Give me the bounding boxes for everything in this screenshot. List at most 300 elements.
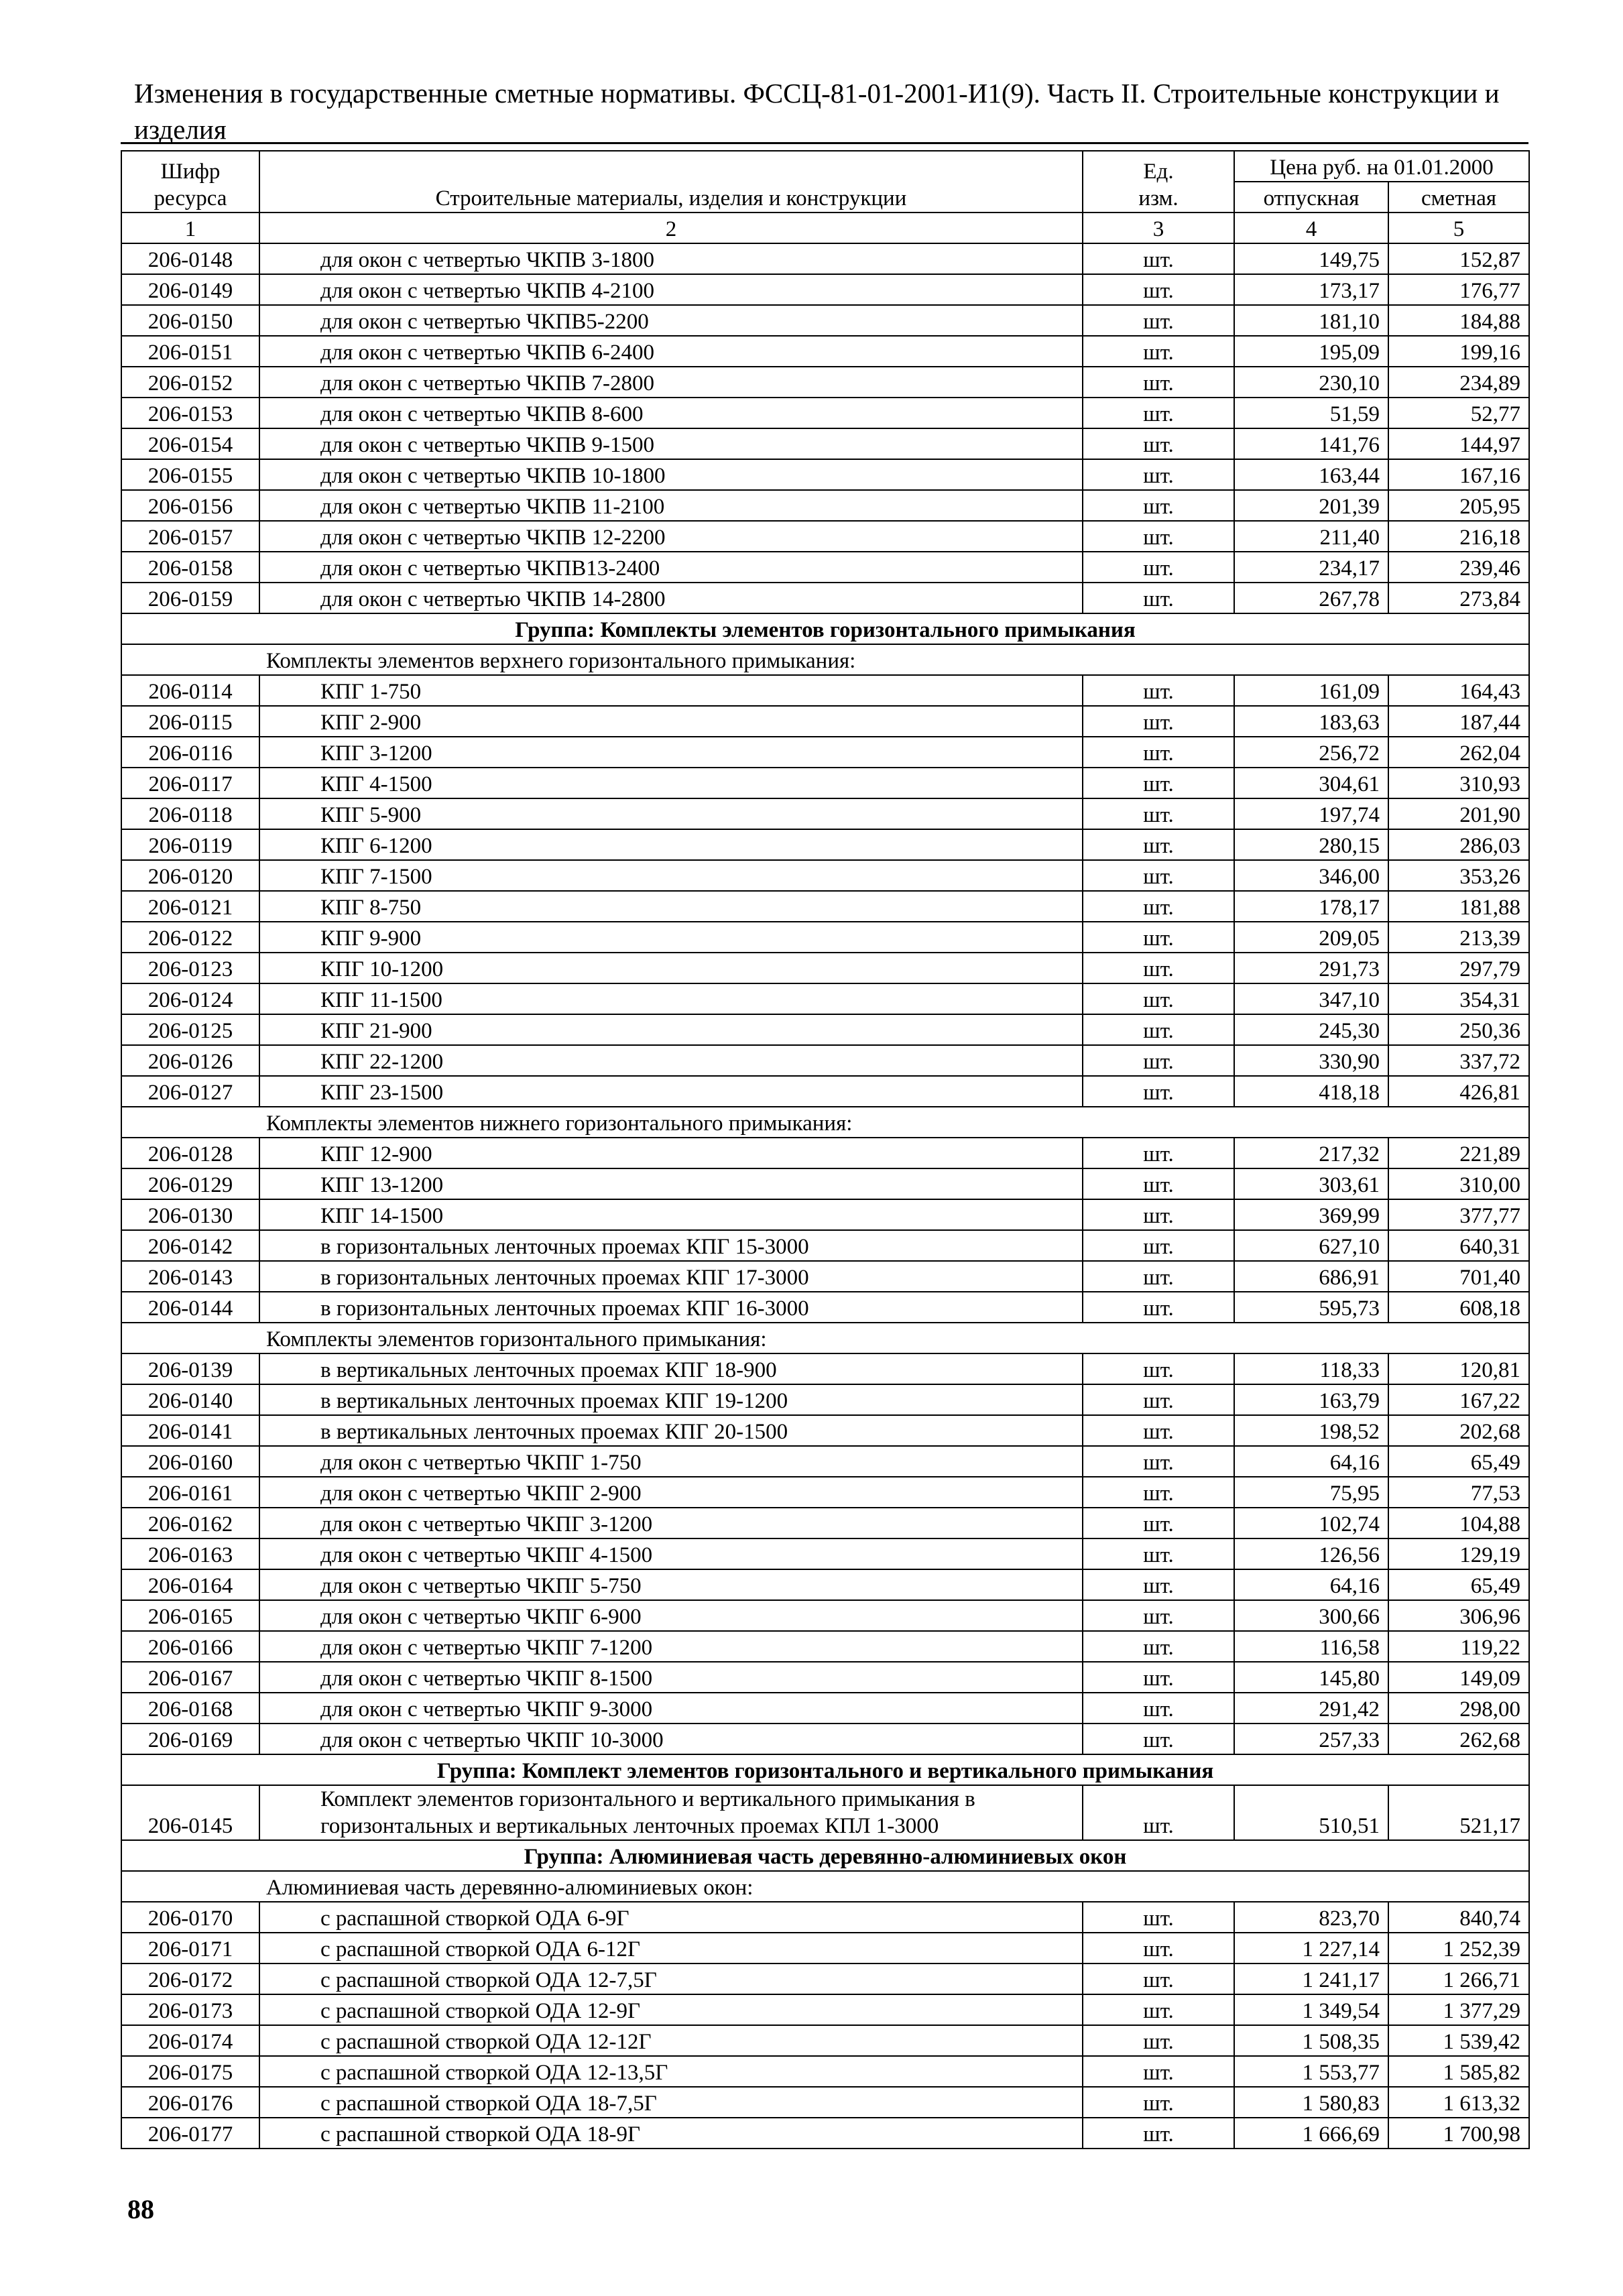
material-name: КПГ 14-1500 bbox=[259, 1199, 1083, 1230]
release-price: 1 227,14 bbox=[1234, 1933, 1388, 1963]
material-name: с распашной створкой ОДА 12-7,5Г bbox=[259, 1963, 1083, 1994]
material-name: с распашной створкой ОДА 12-13,5Г bbox=[259, 2056, 1083, 2087]
release-price: 347,10 bbox=[1234, 983, 1388, 1014]
resource-code: 206-0139 bbox=[121, 1353, 259, 1384]
table-row bbox=[121, 1168, 1529, 1199]
unit: шт. bbox=[1083, 1538, 1234, 1569]
release-price: 116,58 bbox=[1234, 1631, 1388, 1662]
release-price: 183,63 bbox=[1234, 706, 1388, 737]
resource-code: 206-0116 bbox=[121, 737, 259, 768]
estimate-price: 640,31 bbox=[1388, 1230, 1529, 1261]
resource-code: 206-0141 bbox=[121, 1415, 259, 1446]
resource-code: 206-0126 bbox=[121, 1045, 259, 1076]
resource-code: 206-0143 bbox=[121, 1261, 259, 1292]
unit: шт. bbox=[1083, 953, 1234, 983]
group-heading bbox=[121, 613, 1529, 644]
resource-code: 206-0161 bbox=[121, 1477, 259, 1508]
estimate-price: 1 613,32 bbox=[1388, 2087, 1529, 2118]
table-row bbox=[121, 829, 1529, 860]
material-name: для окон с четвертью ЧКПВ13-2400 bbox=[259, 552, 1083, 583]
estimate-price: 297,79 bbox=[1388, 953, 1529, 983]
release-price: 195,09 bbox=[1234, 336, 1388, 367]
material-name: для окон с четвертью ЧКПГ 4-1500 bbox=[259, 1538, 1083, 1569]
resource-code: 206-0175 bbox=[121, 2056, 259, 2087]
unit: шт. bbox=[1083, 1446, 1234, 1477]
table-row bbox=[121, 1600, 1529, 1631]
table-row bbox=[121, 2087, 1529, 2118]
table-row bbox=[121, 1508, 1529, 1538]
unit: шт. bbox=[1083, 1508, 1234, 1538]
material-name: для окон с четвертью ЧКПГ 1-750 bbox=[259, 1446, 1083, 1477]
release-price: 1 349,54 bbox=[1234, 1994, 1388, 2025]
estimate-price: 181,88 bbox=[1388, 891, 1529, 922]
estimate-price: 250,36 bbox=[1388, 1014, 1529, 1045]
resource-code: 206-0118 bbox=[121, 798, 259, 829]
resource-code: 206-0166 bbox=[121, 1631, 259, 1662]
release-price: 245,30 bbox=[1234, 1014, 1388, 1045]
unit: шт. bbox=[1083, 1569, 1234, 1600]
subgroup-heading bbox=[121, 644, 1529, 675]
table-row bbox=[121, 1933, 1529, 1963]
header-unit: Ед. изм. bbox=[1083, 151, 1234, 213]
material-name: КПГ 7-1500 bbox=[259, 860, 1083, 891]
resource-code: 206-0156 bbox=[121, 490, 259, 521]
resource-code: 206-0168 bbox=[121, 1693, 259, 1724]
subgroup-heading bbox=[121, 1871, 1529, 1902]
resource-code: 206-0149 bbox=[121, 274, 259, 305]
release-price: 64,16 bbox=[1234, 1446, 1388, 1477]
material-name: для окон с четвертью ЧКПВ 6-2400 bbox=[259, 336, 1083, 367]
release-price: 75,95 bbox=[1234, 1477, 1388, 1508]
table-row bbox=[121, 1076, 1529, 1107]
release-price: 300,66 bbox=[1234, 1600, 1388, 1631]
table-row bbox=[121, 675, 1529, 706]
table-row bbox=[121, 1477, 1529, 1508]
table-row bbox=[121, 2118, 1529, 2149]
resource-code: 206-0125 bbox=[121, 1014, 259, 1045]
unit: шт. bbox=[1083, 1477, 1234, 1508]
resource-code: 206-0123 bbox=[121, 953, 259, 983]
material-name: в горизонтальных ленточных проемах КПГ 15-3000 bbox=[259, 1230, 1083, 1261]
header-code: Шифр ресурса bbox=[121, 151, 259, 213]
resource-code: 206-0165 bbox=[121, 1600, 259, 1631]
table-row bbox=[121, 305, 1529, 336]
unit: шт. bbox=[1083, 1785, 1234, 1840]
col-number: 3 bbox=[1083, 213, 1234, 243]
material-name: для окон с четвертью ЧКПВ 3-1800 bbox=[259, 243, 1083, 274]
unit: шт. bbox=[1083, 798, 1234, 829]
unit: шт. bbox=[1083, 706, 1234, 737]
unit: шт. bbox=[1083, 1076, 1234, 1107]
release-price: 330,90 bbox=[1234, 1045, 1388, 1076]
estimate-price: 119,22 bbox=[1388, 1631, 1529, 1662]
estimate-price: 840,74 bbox=[1388, 1902, 1529, 1933]
release-price: 141,76 bbox=[1234, 428, 1388, 459]
unit: шт. bbox=[1083, 1631, 1234, 1662]
resource-code: 206-0128 bbox=[121, 1138, 259, 1168]
table-row bbox=[121, 1631, 1529, 1662]
estimate-price: 149,09 bbox=[1388, 1662, 1529, 1693]
resource-code: 206-0169 bbox=[121, 1724, 259, 1754]
subgroup-heading-text: Комплекты элементов горизонтального примыкания: bbox=[121, 1323, 1529, 1353]
material-name: КПГ 13-1200 bbox=[259, 1168, 1083, 1199]
resource-code: 206-0121 bbox=[121, 891, 259, 922]
release-price: 173,17 bbox=[1234, 274, 1388, 305]
table-row bbox=[121, 891, 1529, 922]
resource-code: 206-0151 bbox=[121, 336, 259, 367]
unit: шт. bbox=[1083, 1292, 1234, 1323]
material-name: КПГ 4-1500 bbox=[259, 768, 1083, 798]
material-name: КПГ 11-1500 bbox=[259, 983, 1083, 1014]
table-row bbox=[121, 860, 1529, 891]
resource-code: 206-0114 bbox=[121, 675, 259, 706]
material-name: КПГ 21-900 bbox=[259, 1014, 1083, 1045]
resource-code: 206-0167 bbox=[121, 1662, 259, 1693]
resource-code: 206-0115 bbox=[121, 706, 259, 737]
resource-code: 206-0172 bbox=[121, 1963, 259, 1994]
resource-code: 206-0154 bbox=[121, 428, 259, 459]
release-price: 418,18 bbox=[1234, 1076, 1388, 1107]
unit: шт. bbox=[1083, 1199, 1234, 1230]
table-row bbox=[121, 1994, 1529, 2025]
material-name: для окон с четвертью ЧКПВ 10-1800 bbox=[259, 459, 1083, 490]
release-price: 686,91 bbox=[1234, 1261, 1388, 1292]
estimate-price: 144,97 bbox=[1388, 428, 1529, 459]
estimate-price: 1 252,39 bbox=[1388, 1933, 1529, 1963]
release-price: 197,74 bbox=[1234, 798, 1388, 829]
resource-code: 206-0158 bbox=[121, 552, 259, 583]
estimate-price: 1 585,82 bbox=[1388, 2056, 1529, 2087]
unit: шт. bbox=[1083, 2025, 1234, 2056]
material-name: с распашной створкой ОДА 12-12Г bbox=[259, 2025, 1083, 2056]
header-line-1: Изменения в государственные сметные нормативы. ФССЦ-81-01-2001-И1(9). Часть II. Строительные конструкции и bbox=[134, 78, 1500, 109]
release-price: 230,10 bbox=[1234, 367, 1388, 398]
resource-code: 206-0164 bbox=[121, 1569, 259, 1600]
release-price: 201,39 bbox=[1234, 490, 1388, 521]
material-name: в вертикальных ленточных проемах КПГ 18-900 bbox=[259, 1353, 1083, 1384]
release-price: 51,59 bbox=[1234, 398, 1388, 428]
release-price: 627,10 bbox=[1234, 1230, 1388, 1261]
header-estimate: сметная bbox=[1388, 182, 1529, 213]
release-price: 64,16 bbox=[1234, 1569, 1388, 1600]
release-price: 291,73 bbox=[1234, 953, 1388, 983]
estimate-price: 608,18 bbox=[1388, 1292, 1529, 1323]
resource-code: 206-0117 bbox=[121, 768, 259, 798]
estimate-price: 1 266,71 bbox=[1388, 1963, 1529, 1994]
unit: шт. bbox=[1083, 860, 1234, 891]
unit: шт. bbox=[1083, 1168, 1234, 1199]
table-row bbox=[121, 1292, 1529, 1323]
unit: шт. bbox=[1083, 305, 1234, 336]
estimate-price: 120,81 bbox=[1388, 1353, 1529, 1384]
release-price: 291,42 bbox=[1234, 1693, 1388, 1724]
table-row bbox=[121, 336, 1529, 367]
table-row bbox=[121, 768, 1529, 798]
table-row bbox=[121, 1014, 1529, 1045]
material-name: в вертикальных ленточных проемах КПГ 19-1200 bbox=[259, 1384, 1083, 1415]
resource-code: 206-0140 bbox=[121, 1384, 259, 1415]
table-row bbox=[121, 1538, 1529, 1569]
estimate-price: 310,93 bbox=[1388, 768, 1529, 798]
material-name: с распашной створкой ОДА 12-9Г bbox=[259, 1994, 1083, 2025]
release-price: 181,10 bbox=[1234, 305, 1388, 336]
resource-code: 206-0171 bbox=[121, 1933, 259, 1963]
col-number: 2 bbox=[259, 213, 1083, 243]
estimate-price: 213,39 bbox=[1388, 922, 1529, 953]
release-price: 267,78 bbox=[1234, 583, 1388, 613]
estimate-price: 286,03 bbox=[1388, 829, 1529, 860]
release-price: 346,00 bbox=[1234, 860, 1388, 891]
estimate-price: 262,04 bbox=[1388, 737, 1529, 768]
material-name: для окон с четвертью ЧКПВ 11-2100 bbox=[259, 490, 1083, 521]
estimate-price: 306,96 bbox=[1388, 1600, 1529, 1631]
estimate-price: 199,16 bbox=[1388, 336, 1529, 367]
material-name: КПГ 12-900 bbox=[259, 1138, 1083, 1168]
header-divider bbox=[121, 142, 1528, 144]
unit: шт. bbox=[1083, 1415, 1234, 1446]
release-price: 209,05 bbox=[1234, 922, 1388, 953]
resource-code: 206-0122 bbox=[121, 922, 259, 953]
unit: шт. bbox=[1083, 1261, 1234, 1292]
subgroup-heading-text: Алюминиевая часть деревянно-алюминиевых окон: bbox=[121, 1871, 1529, 1902]
unit: шт. bbox=[1083, 274, 1234, 305]
col-number: 1 bbox=[121, 213, 259, 243]
unit: шт. bbox=[1083, 1600, 1234, 1631]
resource-code: 206-0163 bbox=[121, 1538, 259, 1569]
estimate-price: 262,68 bbox=[1388, 1724, 1529, 1754]
column-number-row bbox=[121, 213, 1529, 243]
group-heading-text: Группа: Комплект элементов горизонтального и вертикального примыкания bbox=[121, 1754, 1529, 1785]
unit: шт. bbox=[1083, 2118, 1234, 2149]
material-name: для окон с четвертью ЧКПВ 14-2800 bbox=[259, 583, 1083, 613]
release-price: 163,79 bbox=[1234, 1384, 1388, 1415]
release-price: 1 580,83 bbox=[1234, 2087, 1388, 2118]
table-row bbox=[121, 706, 1529, 737]
estimate-price: 221,89 bbox=[1388, 1138, 1529, 1168]
estimate-price: 273,84 bbox=[1388, 583, 1529, 613]
material-name: КПГ 8-750 bbox=[259, 891, 1083, 922]
unit: шт. bbox=[1083, 243, 1234, 274]
table-row bbox=[121, 1446, 1529, 1477]
material-name: для окон с четвертью ЧКПВ 4-2100 bbox=[259, 274, 1083, 305]
table-row bbox=[121, 1415, 1529, 1446]
estimate-price: 1 377,29 bbox=[1388, 1994, 1529, 2025]
unit: шт. bbox=[1083, 1384, 1234, 1415]
table-row bbox=[121, 552, 1529, 583]
release-price: 102,74 bbox=[1234, 1508, 1388, 1538]
unit: шт. bbox=[1083, 1353, 1234, 1384]
estimate-price: 205,95 bbox=[1388, 490, 1529, 521]
table-row bbox=[121, 1045, 1529, 1076]
release-price: 510,51 bbox=[1234, 1785, 1388, 1840]
table-row bbox=[121, 1724, 1529, 1754]
unit: шт. bbox=[1083, 891, 1234, 922]
unit: шт. bbox=[1083, 675, 1234, 706]
material-name: в горизонтальных ленточных проемах КПГ 17-3000 bbox=[259, 1261, 1083, 1292]
material-name: КПГ 9-900 bbox=[259, 922, 1083, 953]
unit: шт. bbox=[1083, 768, 1234, 798]
group-heading-text: Группа: Алюминиевая часть деревянно-алюминиевых окон bbox=[121, 1840, 1529, 1871]
estimate-price: 202,68 bbox=[1388, 1415, 1529, 1446]
table-row bbox=[121, 1384, 1529, 1415]
release-price: 1 666,69 bbox=[1234, 2118, 1388, 2149]
estimate-price: 77,53 bbox=[1388, 1477, 1529, 1508]
table-row bbox=[121, 1662, 1529, 1693]
unit: шт. bbox=[1083, 1693, 1234, 1724]
unit: шт. bbox=[1083, 1014, 1234, 1045]
unit: шт. bbox=[1083, 398, 1234, 428]
material-name-line: горизонтальных и вертикальных ленточных проемах КПЛ 1-3000 bbox=[320, 1814, 939, 1838]
release-price: 178,17 bbox=[1234, 891, 1388, 922]
resource-code: 206-0176 bbox=[121, 2087, 259, 2118]
estimate-price: 354,31 bbox=[1388, 983, 1529, 1014]
estimate-price: 1 539,42 bbox=[1388, 2025, 1529, 2056]
estimate-price: 1 700,98 bbox=[1388, 2118, 1529, 2149]
table-row bbox=[121, 490, 1529, 521]
resource-code: 206-0142 bbox=[121, 1230, 259, 1261]
estimate-price: 176,77 bbox=[1388, 274, 1529, 305]
estimate-price: 65,49 bbox=[1388, 1446, 1529, 1477]
estimate-price: 65,49 bbox=[1388, 1569, 1529, 1600]
material-name: КПГ 10-1200 bbox=[259, 953, 1083, 983]
estimate-price: 167,22 bbox=[1388, 1384, 1529, 1415]
unit: шт. bbox=[1083, 1963, 1234, 1994]
resource-code: 206-0162 bbox=[121, 1508, 259, 1538]
unit: шт. bbox=[1083, 521, 1234, 552]
release-price: 823,70 bbox=[1234, 1902, 1388, 1933]
estimate-price: 167,16 bbox=[1388, 459, 1529, 490]
unit: шт. bbox=[1083, 459, 1234, 490]
table-row bbox=[121, 1353, 1529, 1384]
material-name: с распашной створкой ОДА 18-9Г bbox=[259, 2118, 1083, 2149]
release-price: 303,61 bbox=[1234, 1168, 1388, 1199]
unit: шт. bbox=[1083, 829, 1234, 860]
unit: шт. bbox=[1083, 1230, 1234, 1261]
material-name-line: Комплект элементов горизонтального и вертикального примыкания в bbox=[320, 1787, 975, 1811]
resource-code: 206-0130 bbox=[121, 1199, 259, 1230]
resource-code: 206-0170 bbox=[121, 1902, 259, 1933]
estimate-price: 52,77 bbox=[1388, 398, 1529, 428]
material-name: КПГ 5-900 bbox=[259, 798, 1083, 829]
table-row bbox=[121, 243, 1529, 274]
estimate-price: 164,43 bbox=[1388, 675, 1529, 706]
header-name: Строительные материалы, изделия и конструкции bbox=[259, 151, 1083, 213]
resource-code: 206-0150 bbox=[121, 305, 259, 336]
estimate-price: 152,87 bbox=[1388, 243, 1529, 274]
material-name: для окон с четвертью ЧКПГ 8-1500 bbox=[259, 1662, 1083, 1693]
material-name: для окон с четвертью ЧКПВ 12-2200 bbox=[259, 521, 1083, 552]
release-price: 118,33 bbox=[1234, 1353, 1388, 1384]
estimate-price: 521,17 bbox=[1388, 1785, 1529, 1840]
unit: шт. bbox=[1083, 2056, 1234, 2087]
resource-code: 206-0174 bbox=[121, 2025, 259, 2056]
estimate-price: 187,44 bbox=[1388, 706, 1529, 737]
estimate-price: 353,26 bbox=[1388, 860, 1529, 891]
release-price: 595,73 bbox=[1234, 1292, 1388, 1323]
unit: шт. bbox=[1083, 1902, 1234, 1933]
material-name: для окон с четвертью ЧКПВ 8-600 bbox=[259, 398, 1083, 428]
material-name: КПГ 2-900 bbox=[259, 706, 1083, 737]
material-name: КПГ 3-1200 bbox=[259, 737, 1083, 768]
group-heading bbox=[121, 1754, 1529, 1785]
release-price: 211,40 bbox=[1234, 521, 1388, 552]
table-row bbox=[121, 367, 1529, 398]
material-name: в вертикальных ленточных проемах КПГ 20-1500 bbox=[259, 1415, 1083, 1446]
table-row bbox=[121, 737, 1529, 768]
unit: шт. bbox=[1083, 1933, 1234, 1963]
table-row bbox=[121, 1902, 1529, 1933]
material-name: с распашной створкой ОДА 18-7,5Г bbox=[259, 2087, 1083, 2118]
resource-code: 206-0153 bbox=[121, 398, 259, 428]
estimate-price: 201,90 bbox=[1388, 798, 1529, 829]
material-name: для окон с четвертью ЧКПГ 5-750 bbox=[259, 1569, 1083, 1600]
table-row bbox=[121, 1230, 1529, 1261]
material-name: для окон с четвертью ЧКПВ5-2200 bbox=[259, 305, 1083, 336]
resource-code: 206-0145 bbox=[121, 1785, 259, 1840]
resource-code: 206-0127 bbox=[121, 1076, 259, 1107]
unit: шт. bbox=[1083, 2087, 1234, 2118]
estimate-price: 426,81 bbox=[1388, 1076, 1529, 1107]
resource-code: 206-0124 bbox=[121, 983, 259, 1014]
release-price: 149,75 bbox=[1234, 243, 1388, 274]
material-name: КПГ 1-750 bbox=[259, 675, 1083, 706]
unit: шт. bbox=[1083, 428, 1234, 459]
resource-code: 206-0120 bbox=[121, 860, 259, 891]
release-price: 1 241,17 bbox=[1234, 1963, 1388, 1994]
unit: шт. bbox=[1083, 1045, 1234, 1076]
unit: шт. bbox=[1083, 583, 1234, 613]
estimate-price: 298,00 bbox=[1388, 1693, 1529, 1724]
col-number: 4 bbox=[1234, 213, 1388, 243]
estimate-price: 337,72 bbox=[1388, 1045, 1529, 1076]
table-row bbox=[121, 1693, 1529, 1724]
unit: шт. bbox=[1083, 490, 1234, 521]
table-row bbox=[121, 398, 1529, 428]
header-line-2: изделия bbox=[134, 114, 227, 145]
estimate-price: 234,89 bbox=[1388, 367, 1529, 398]
material-name: КПГ 23-1500 bbox=[259, 1076, 1083, 1107]
release-price: 304,61 bbox=[1234, 768, 1388, 798]
release-price: 1 553,77 bbox=[1234, 2056, 1388, 2087]
material-name: для окон с четвертью ЧКПВ 7-2800 bbox=[259, 367, 1083, 398]
unit: шт. bbox=[1083, 367, 1234, 398]
release-price: 280,15 bbox=[1234, 829, 1388, 860]
resource-code: 206-0160 bbox=[121, 1446, 259, 1477]
material-name: для окон с четвертью ЧКПГ 7-1200 bbox=[259, 1631, 1083, 1662]
col-number: 5 bbox=[1388, 213, 1529, 243]
page-header bbox=[134, 75, 1522, 147]
estimate-price: 184,88 bbox=[1388, 305, 1529, 336]
material-name: КПГ 22-1200 bbox=[259, 1045, 1083, 1076]
header-release: отпускная bbox=[1234, 182, 1388, 213]
group-heading-text: Группа: Комплекты элементов горизонтального примыкания bbox=[121, 613, 1529, 644]
table-row bbox=[121, 1138, 1529, 1168]
subgroup-heading-text: Комплекты элементов нижнего горизонтального примыкания: bbox=[121, 1107, 1529, 1138]
table-row bbox=[121, 1261, 1529, 1292]
table-row bbox=[121, 583, 1529, 613]
unit: шт. bbox=[1083, 1662, 1234, 1693]
unit: шт. bbox=[1083, 1138, 1234, 1168]
release-price: 257,33 bbox=[1234, 1724, 1388, 1754]
estimate-price: 310,00 bbox=[1388, 1168, 1529, 1199]
subgroup-heading-text: Комплекты элементов верхнего горизонтального примыкания: bbox=[121, 644, 1529, 675]
table-row bbox=[121, 1785, 1529, 1840]
material-name: для окон с четвертью ЧКПГ 3-1200 bbox=[259, 1508, 1083, 1538]
header-price: Цена руб. на 01.01.2000 bbox=[1234, 151, 1529, 182]
unit: шт. bbox=[1083, 1994, 1234, 2025]
table-row bbox=[121, 2025, 1529, 2056]
unit: шт. bbox=[1083, 552, 1234, 583]
